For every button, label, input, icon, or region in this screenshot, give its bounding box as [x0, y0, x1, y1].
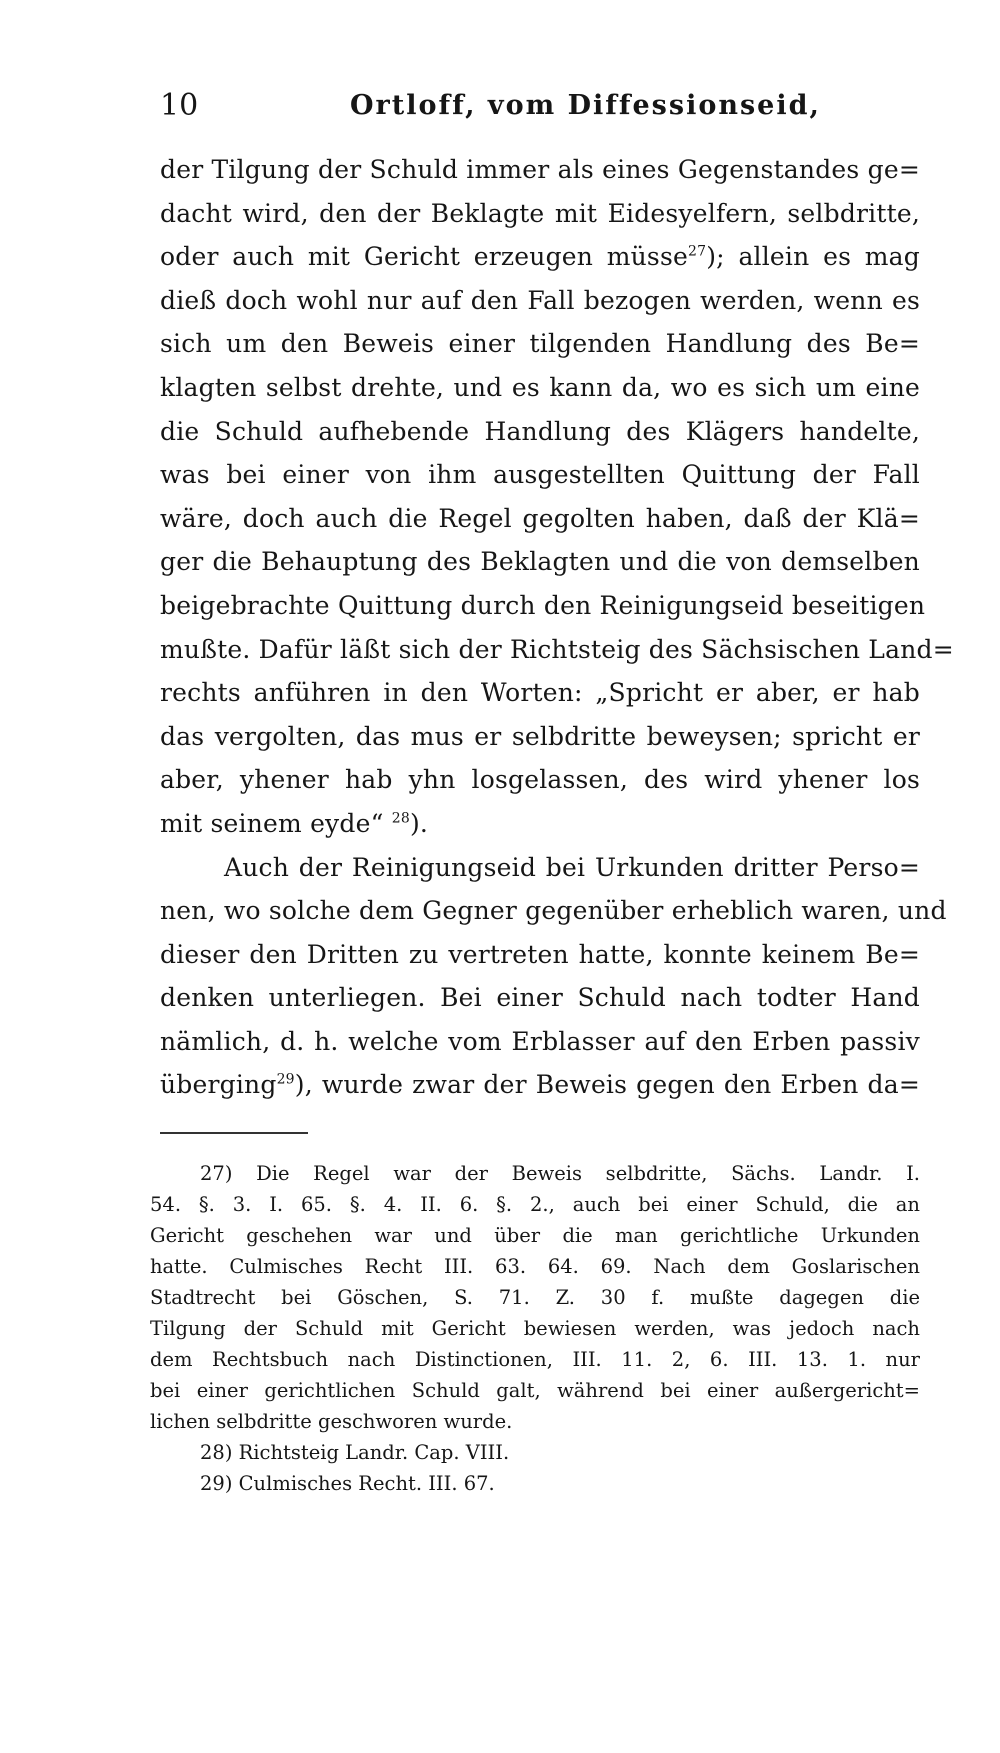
- text-line: [160, 802, 920, 846]
- text-line: denken unterliegen. Bei einer Schuld nach todter Hand: [160, 983, 920, 1013]
- footnote-ref: 27: [687, 243, 707, 260]
- text-fragment: überging: [160, 1070, 277, 1100]
- footnote-line: Stadtrecht bei Göschen, S. 71. Z. 30 f. mußte dagegen die: [150, 1286, 920, 1309]
- text-line: nen, wo solche dem Gegner gegenüber erheblich waren, und: [160, 896, 947, 926]
- text-line: dieß doch wohl nur auf den Fall bezogen werden, wenn es: [160, 285, 920, 315]
- text-fragment: ); allein es mag: [706, 242, 920, 272]
- text-line: dacht wird, den der Beklagte mit Eidesyelfern, selbdritte,: [160, 198, 920, 228]
- text-line: nämlich, d. h. welche vom Erblasser auf den Erben passiv: [160, 1026, 920, 1056]
- text-line: sich um den Beweis einer tilgenden Handlung des Be=: [160, 329, 920, 359]
- text-line: ger die Behauptung des Beklagten und die von demselben: [160, 547, 920, 577]
- text-fragment: ), wurde zwar der Beweis gegen den Erben da=: [294, 1070, 920, 1100]
- footnote-line: 27) Die Regel war der Beweis selbdritte, Sächs. Landr. I.: [200, 1162, 920, 1185]
- page-header: [160, 88, 930, 128]
- text-fragment: mit seinem eyde“: [160, 808, 384, 838]
- text-fragment: oder auch mit Gericht erzeugen müsse: [160, 242, 688, 272]
- footnote-line: bei einer gerichtlichen Schuld galt, während bei einer außergericht=: [150, 1379, 920, 1402]
- text-line: der Tilgung der Schuld immer als eines Gegenstandes ge=: [160, 155, 920, 184]
- text-line: wäre, doch auch die Regel gegolten haben, daß der Klä=: [160, 503, 920, 533]
- text-line: aber, yhener hab yhn losgelassen, des wird yhener los: [160, 765, 920, 795]
- footnote-line: Tilgung der Schuld mit Gericht bewiesen werden, was jedoch nach: [150, 1317, 920, 1340]
- running-title: Ortloff, vom Diffessionseid,: [350, 90, 821, 121]
- text-line: das vergolten, das mus er selbdritte beweysen; spricht er: [160, 721, 920, 751]
- footnote-line: 54. §. 3. I. 65. §. 4. II. 6. §. 2., auch bei einer Schuld, die an: [150, 1193, 920, 1216]
- footnote-ref: 29: [276, 1072, 295, 1089]
- footnote-line: hatte. Culmisches Recht III. 63. 64. 69. Nach dem Goslarischen: [150, 1255, 920, 1278]
- text-line: klagten selbst drehte, und es kann da, wo es sich um eine: [160, 372, 920, 402]
- footnote-line: Gericht geschehen war und über die man gerichtliche Urkunden: [150, 1224, 920, 1247]
- footnote-separator: [160, 1132, 308, 1134]
- text-line: beigebrachte Quittung durch den Reinigungseid beseitigen: [160, 590, 926, 620]
- footnotes: [150, 1158, 920, 1499]
- text-line: rechts anführen in den Worten: „Spricht er aber, er hab: [160, 678, 920, 708]
- main-text: [160, 148, 954, 1107]
- text-line: die Schuld aufhebende Handlung des Klägers handelte,: [160, 416, 920, 446]
- footnote-ref: 28: [391, 810, 410, 827]
- footnote-line: dem Rechtsbuch nach Distinctionen, III. 11. 2, 6. III. 13. 1. nur: [150, 1348, 920, 1371]
- text-line: Auch der Reinigungseid bei Urkunden dritter Perso=: [224, 852, 920, 882]
- text-line: [160, 235, 920, 279]
- text-line: dieser den Dritten zu vertreten hatte, konnte keinem Be=: [160, 939, 920, 969]
- footnote-line: 29) Culmisches Recht. III. 67.: [200, 1472, 495, 1495]
- text-line: mußte. Dafür läßt sich der Richtsteig des Sächsischen Land=: [160, 634, 954, 664]
- text-fragment: ).: [409, 808, 429, 838]
- page-number: 10: [160, 88, 199, 123]
- text-line: [160, 1063, 920, 1107]
- footnote-line: lichen selbdritte geschworen wurde.: [150, 1410, 513, 1433]
- text-line: was bei einer von ihm ausgestellten Quittung der Fall: [160, 460, 920, 490]
- footnote-line: 28) Richtsteig Landr. Cap. VIII.: [200, 1441, 510, 1464]
